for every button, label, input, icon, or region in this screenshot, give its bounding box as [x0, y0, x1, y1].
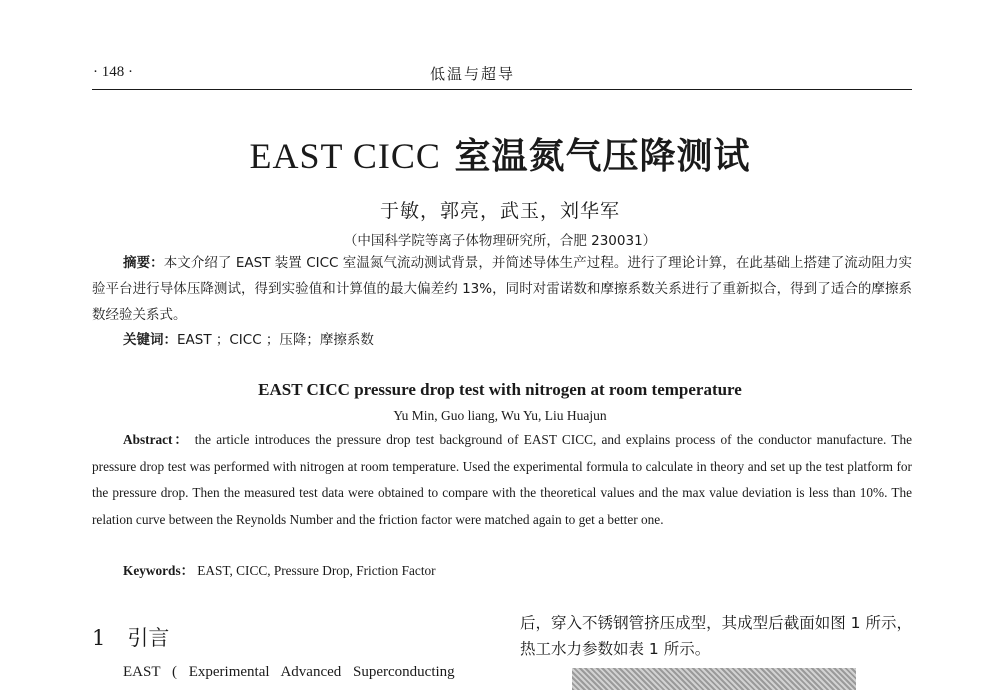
chinese-affiliation: （中国科学院等离子体物理研究所，合肥 230031） [343, 233, 657, 249]
english-keywords [123, 560, 436, 579]
chinese-title-latin: EAST CICC [249, 136, 441, 176]
english-keywords-label: Keywords： [123, 563, 194, 578]
english-abstract-label: Abstract： [123, 432, 190, 447]
page-number: · 148 · [93, 64, 133, 80]
english-abstract [92, 427, 912, 533]
section-heading [92, 622, 169, 652]
chinese-authors: 于敏，郭亮，武玉，刘华军 [379, 200, 620, 222]
header-rule [92, 89, 912, 90]
english-keywords-text: EAST, CICC, Pressure Drop, Friction Factor [197, 563, 436, 578]
english-authors: Yu Min, Guo liang, Wu Yu, Liu Huajun [393, 408, 607, 423]
english-title: EAST CICC pressure drop test with nitrogen at room temperature [258, 380, 742, 399]
chinese-keywords-text: EAST ；CICC ；压降；摩擦系数 [177, 332, 374, 348]
chinese-title-cjk: 室温氮气压降测试 [454, 136, 751, 177]
journal-name: 低温与超导 [430, 65, 516, 83]
chinese-abstract-label: 摘要： [123, 255, 164, 271]
chinese-abstract-text: 本文介绍了 EAST 装置 CICC 室温氮气流动测试背景，并简述导体生产过程。进行了理论计算，在此基础上搭建了流动阻力实验平台进行导体压降测试，得到实验值和计算值的最大偏差约 13%，同时对雷诺数和摩擦系数关系进行了重新拟合，得到了适合的摩擦系数经验关系式。 [92, 255, 912, 323]
chinese-abstract [92, 250, 912, 328]
chinese-keywords-label: 关键词： [123, 332, 177, 348]
chinese-keywords [123, 328, 374, 348]
body-text-left-column: EAST ( Experimental Advanced Superconducting [123, 664, 455, 680]
english-abstract-text: the article introduces the pressure drop test background of EAST CICC, and explains process of the conductor manufacture. The pressure drop test was performed with nitrogen at room temperature. Used the experimental formula to calculate in theory and set up the test platform for the pressure drop. Then the measured test data were obtained to compare with the theoretical values and the max value deviation is less than 10%. The relation curve between the Reynolds Number and the friction factor were matched again to get a better one. [92, 432, 912, 527]
body-text-right-column: 后，穿入不锈钢管挤压成型，其成型后截面如图 1 所示，热工水力参数如表 1 所示。 [520, 614, 912, 658]
section-number: 1 [92, 626, 106, 650]
section-title: 引言 [127, 626, 170, 650]
chinese-title [0, 128, 1000, 179]
